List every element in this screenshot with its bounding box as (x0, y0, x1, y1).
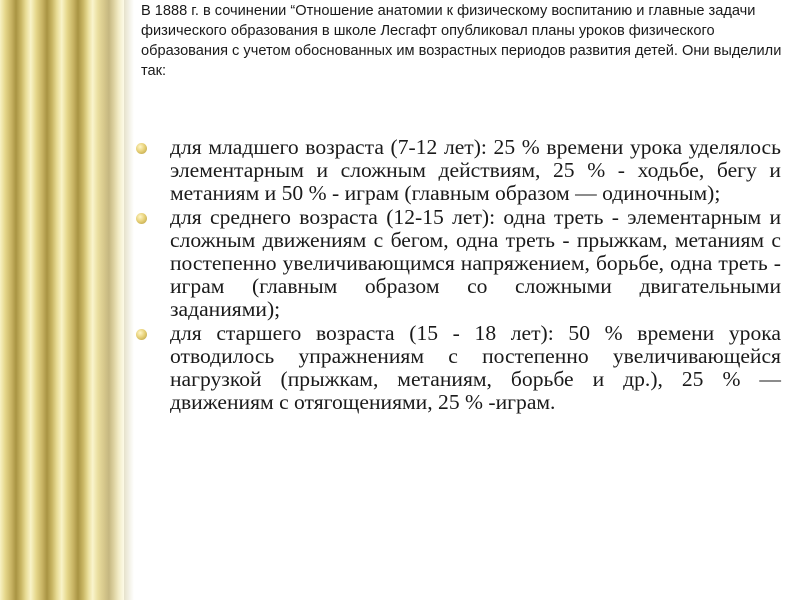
list-item (136, 136, 781, 206)
curtain-shadow (124, 0, 134, 600)
bullet-dot-icon (136, 329, 147, 340)
intro-paragraph: В 1888 г. в сочинении “Отношение анатомии к физическому воспитанию и главные задачи физического образования в школе Лесгафт опубликовал планы уроков физического образования с учетом обоснованных им возрастных периодов развития детей. Они выделили так: (141, 3, 782, 79)
bullet-dot-icon (136, 213, 147, 224)
list-item-text: для среднего возраста (12-15 лет): одна треть - элементарным и сложным движениям с бегом, одна треть - прыжкам, метаниям с постепенно увеличивающимся напряжением, борьбе, одна треть - играм (главным образом со сложными двигательными заданиями); (170, 204, 781, 322)
curtain-decoration (0, 0, 124, 600)
age-groups-list (136, 136, 781, 414)
list-item (136, 206, 781, 322)
list-item-text: для старшего возраста (15 - 18 лет): 50 % времени урока отводилось упражнениям с постепенно увеличивающейся нагрузкой (прыжкам, метаниям, борьбе и др.), 25 % — движениям с отягощениями, 25 % -играм. (170, 320, 781, 415)
list-item-text: для младшего возраста (7-12 лет): 25 % времени урока уделялось элементарным и сложным действиям, 25 % - ходьбе, бегу и метаниям и 50 % - играм (главным образом — одиночным); (170, 135, 781, 206)
list-item (136, 322, 781, 415)
bullet-dot-icon (136, 143, 147, 154)
